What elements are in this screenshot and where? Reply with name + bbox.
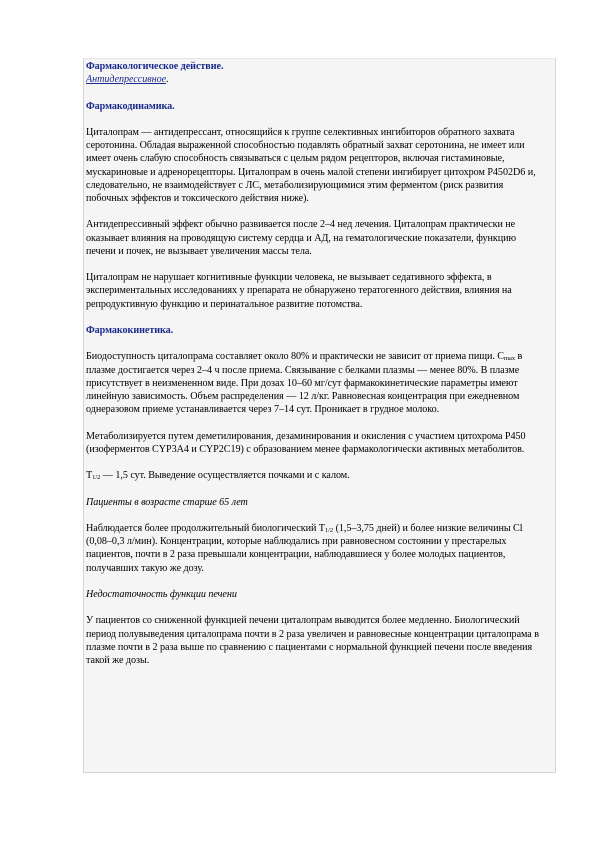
action-line: [86, 73, 548, 86]
document-body: [86, 60, 548, 667]
cmax-subscript: max: [504, 355, 516, 363]
pharmacodynamics-paragraph-1: Циталопрам — антидепрессант, относящийся к группе селективных ингибиторов обратного захвата серотонина. Обладая выраженной способностью подавлять обратный захват серотонина, не имеет или имеет очень слабую способность связываться с целым рядом рецепторов, включая гистаминовые, мускариновые и адренорецепторы. Циталопрам в очень малой степени ингибирует цитохром P4502D6 и, следовательно, не взаимодействует с ЛС, метаболизирующимися этим ферментом (риск развития побочных эффектов и токсического действия ниже).: [86, 126, 536, 204]
pharmacodynamics-heading: Фармакодинамика.: [86, 100, 175, 112]
pharmacokinetics-heading: Фармакокинетика.: [86, 324, 174, 336]
elderly-half-life-subscript: 1/2: [324, 526, 334, 534]
pharmacokinetics-paragraph-1: Биодоступность циталопрама составляет около 80% и практически не зависит от приема пищи. $C_{max}$ в плазме достигается через 2–4 ч после приема. Связывание с белками плазмы — менее 80%. В плазме присутствует в неизмененном виде. При дозах 10–60 мг/сут фармакокинетические параметры имеют линейную зависимость. Объем распределения — 12 л/кг. Равновесная концентрация при ежедневном однеразовом приеме устанавливается через 7–14 сут. Проникает в грудное молоко.: [86, 351, 523, 416]
liver-insufficiency-heading: Недостаточность функции печени: [86, 588, 237, 600]
antidepressant-link[interactable]: Антидепрессивное: [86, 74, 167, 86]
pharmacodynamics-paragraph-3: Циталопрам не нарушает когнитивные функции человека, не вызывает седативного эффекта, в экспериментальных исследованиях у препарата не обнаружено тератогенного действия, влияния на репродуктивную функцию и перинатальное развитие потомства.: [86, 272, 512, 310]
action-link-suffix: .: [166, 74, 169, 86]
half-life-subscript: 1/2: [92, 474, 101, 482]
elderly-patients-heading: Пациенты в возрасте старше 65 лет: [86, 496, 248, 508]
pharmacokinetics-paragraph-3: $T_{1/2}$ — 1,5 сут. Выведение осуществляется почками и с калом.: [86, 470, 350, 482]
pharmacodynamics-paragraph-2: Антидепрессивный эффект обычно развивается после 2–4 нед лечения. Циталопрам практически не оказывает влияния на проводящую систему сердца и АД, на гематологические показатели, функцию печени и почек, не вызывает увеличения массы тела.: [86, 219, 517, 257]
pharmacological-action-heading: Фармакологическое действие.: [86, 61, 224, 72]
liver-insufficiency-paragraph: У пациентов со сниженной функцией печени циталопрам выводится более медленно. Биологический период полувыведения циталопрама почти в 2 раза увеличен и равновесные концентрации циталопрама в плазме почти в 2 раза выше по сравнению с пациентами с нормальной функцией печени после введения такой же дозы.: [86, 615, 539, 666]
elderly-patients-paragraph: Наблюдается более продолжительный биологический $T_{1/2}$ (1,5–3,75 дней) и более низкие величины Cl (0,08–0,3 л/мин). Концентрации, которые наблюдались при равновесном состоянии у престарелых пациентов, почти в 2 раза превышали концентрации, наблюдавшиеся у более молодых пациентов, получавших такую же дозу.: [86, 522, 523, 574]
pharmacokinetics-paragraph-2: Метаболизируется путем деметилирования, дезаминирования и окисления с участием цитохрома P450 (изоферментов CYP3A4 и CYP2C19) с образованием менее фармакологически активных метаболитов.: [86, 430, 526, 455]
